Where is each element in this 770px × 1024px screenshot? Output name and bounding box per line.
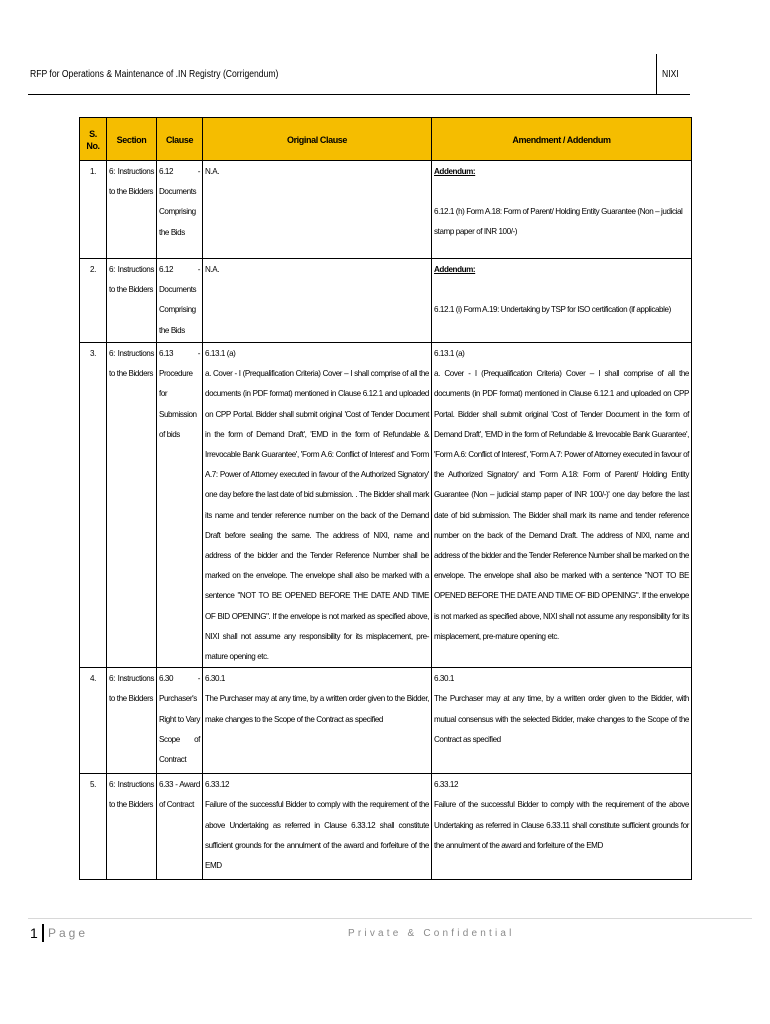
amendment-text: 6.12.1 (h) Form A.18: Form of Parent/ Holding Entity Guarantee (Non – judicial stamp paper of INR 100/-) bbox=[434, 207, 683, 237]
clause-cell: 6.13 - Procedure for Submission of bids bbox=[157, 343, 203, 668]
confidentiality-notice: Private & Confidential bbox=[348, 928, 515, 939]
amendment-cell bbox=[432, 343, 692, 668]
original-clause-text: N.A. bbox=[205, 265, 220, 274]
page-header bbox=[28, 54, 690, 95]
amendment-reference: 6.33.12 bbox=[434, 780, 459, 790]
column-header-sno: S. No. bbox=[80, 118, 107, 161]
amendment-heading: Addendum: bbox=[434, 265, 476, 274]
amendment-reference: 6.13.1 (a) bbox=[434, 349, 465, 358]
original-clause-text: The Purchaser may at any time, by a written order given to the Bidder, make changes to the Scope of the Contract as specified bbox=[205, 694, 429, 724]
original-clause-cell bbox=[203, 668, 432, 774]
amendment-text: 6.12.1 (i) Form A.19: Undertaking by TSP for ISO certification (if applicable) bbox=[434, 305, 671, 315]
section-cell: 6: Instructions to the Bidders bbox=[107, 161, 157, 259]
amendment-text: Failure of the successful Bidder to comply with the requirement of the above Undertaking as referred in Clause 6.33.11 shall constitute sufficient grounds for the annulment of the award and forfeiture of the EMD bbox=[434, 800, 689, 850]
serial-number: 5. bbox=[80, 774, 107, 880]
original-clause-reference: 6.30.1 bbox=[205, 674, 225, 684]
column-header-original-clause: Original Clause bbox=[203, 118, 432, 161]
original-clause-cell bbox=[203, 259, 432, 343]
spacer bbox=[434, 280, 689, 300]
table-row bbox=[80, 774, 692, 880]
original-clause-cell bbox=[203, 343, 432, 668]
amendment-text: The Purchaser may at any time, by a written order given to the Bidder, with mutual consensus with the selected Bidder, make changes to the Scope of the Contract as specified bbox=[434, 694, 689, 744]
serial-number: 2. bbox=[80, 259, 107, 343]
page-label: Page bbox=[48, 926, 89, 940]
table-row bbox=[80, 161, 692, 259]
amendment-cell bbox=[432, 259, 692, 343]
amendment-heading: Addendum: bbox=[434, 167, 476, 176]
table-row bbox=[80, 259, 692, 343]
amendment-cell bbox=[432, 668, 692, 774]
original-clause-text: N.A. bbox=[205, 167, 220, 176]
header-divider bbox=[656, 54, 657, 94]
section-cell: 6: Instructions to the Bidders bbox=[107, 774, 157, 880]
section-cell: 6: Instructions to the Bidders bbox=[107, 259, 157, 343]
section-cell: 6: Instructions to the Bidders bbox=[107, 343, 157, 668]
original-clause-text: Failure of the successful Bidder to comply with the requirement of the above Undertaking as referred in Clause 6.33.12 shall constitute sufficient grounds for the annulment of the award and forfeiture of the EMD bbox=[205, 800, 429, 871]
corrigendum-table bbox=[79, 117, 692, 880]
amendment-cell bbox=[432, 161, 692, 259]
page-footer bbox=[28, 918, 752, 949]
section-cell: 6: Instructions to the Bidders bbox=[107, 668, 157, 774]
page-number-separator bbox=[42, 924, 44, 942]
spacer bbox=[434, 182, 689, 202]
table-row bbox=[80, 343, 692, 668]
clause-cell: 6.12 - Documents Comprising the Bids bbox=[157, 259, 203, 343]
column-header-clause: Clause bbox=[157, 118, 203, 161]
clause-cell: 6.12 - Documents Comprising the Bids bbox=[157, 161, 203, 259]
original-clause-text: a. Cover - I (Prequalification Criteria) Cover – I shall comprise of all the documents (in PDF format) mentioned in Clause 6.12.1 and uploaded on CPP Portal. Bidder shall submit original 'Cost of Tender Document in the form of Demand Draft', 'EMD in the form of Refundable & Irrevocable Bank Guarantee', 'Form A.6: Conflict of Interest' and 'Form A.7: Power of Attorney executed in favour of the Authorized Signatory' one day before the last date of bid submission. . The Bidder shall mark its name and tender reference number on the back of the Demand Draft before sealing the same. The address of NIXI, name and address of the bidder and the Tender Reference Number shall be marked on the envelope. The envelope shall also be marked with a sentence "NOT TO BE OPENED BEFORE THE DATE AND TIME OF BID OPENING". If the envelope is not marked as specified above, NIXI shall not assume any responsibility for its misplacement, pre-mature opening etc. bbox=[205, 369, 429, 662]
original-clause-reference: 6.33.12 bbox=[205, 780, 230, 790]
serial-number: 4. bbox=[80, 668, 107, 774]
table-header-row bbox=[80, 118, 692, 161]
document-title: RFP for Operations & Maintenance of .IN Registry (Corrigendum) bbox=[30, 69, 279, 80]
original-clause-cell bbox=[203, 161, 432, 259]
clause-cell: 6.33 - Award of Contract bbox=[157, 774, 203, 880]
column-header-section: Section bbox=[107, 118, 157, 161]
table-row bbox=[80, 668, 692, 774]
serial-number: 1. bbox=[80, 161, 107, 259]
amendment-cell bbox=[432, 774, 692, 880]
original-clause-reference: 6.13.1 (a) bbox=[205, 349, 236, 358]
serial-number: 3. bbox=[80, 343, 107, 668]
organization-name: NIXI bbox=[662, 69, 679, 80]
column-header-amendment: Amendment / Addendum bbox=[432, 118, 692, 161]
page-number: 1 bbox=[30, 925, 38, 941]
amendment-text: a. Cover - I (Prequalification Criteria) Cover – I shall comprise of all the documents (in PDF format) mentioned in Clause 6.12.1 and uploaded on CPP Portal. Bidder shall submit original 'Cost of Tender Document in the form of Demand Draft', 'EMD in the form of Refundable & Irrevocable Bank Guarantee', 'Form A.6: Conflict of Interest', 'Form A.7: Power of Attorney executed in favour of the Authorized Signatory' and 'Form A.18: Form of Parent/ Holding Entity Guarantee (Non – judicial stamp paper of INR 100/-)' one day before the last date of bid submission. The Bidder shall mark its name and tender reference number on the back of the Demand Draft. The address of NIXI, name and address of the bidder and the Tender Reference Number shall be marked on the envelope. The envelope shall also be marked with a sentence "NOT TO BE OPENED BEFORE THE DATE AND TIME OF BID OPENING". If the envelope is not marked as specified above, NIXI shall not assume any responsibility for its misplacement, pre-mature opening etc. bbox=[434, 369, 690, 641]
clause-cell: 6.30 - Purchaser's Right to Vary Scope of Contract bbox=[157, 668, 203, 774]
amendment-reference: 6.30.1 bbox=[434, 674, 454, 684]
original-clause-cell bbox=[203, 774, 432, 880]
